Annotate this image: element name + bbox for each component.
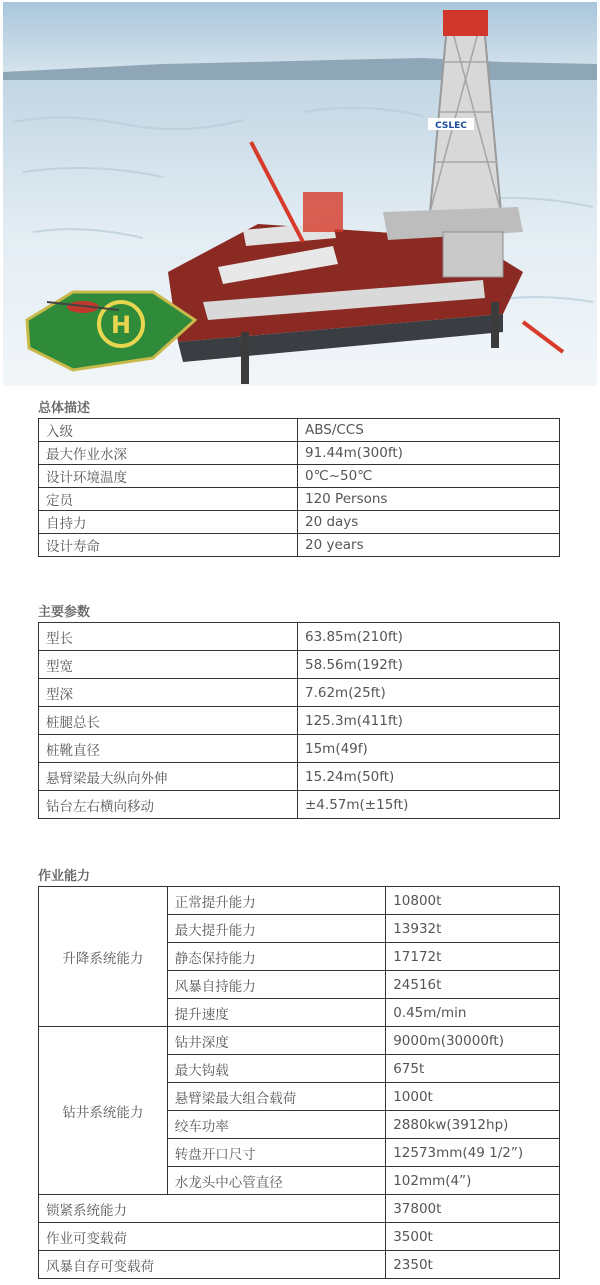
group-label: 钻井系统能力 bbox=[39, 1027, 168, 1195]
row-value: 63.85m(210ft) bbox=[298, 623, 560, 651]
row-label: 转盘开口尺寸 bbox=[167, 1139, 385, 1167]
row-label: 最大钩载 bbox=[167, 1055, 385, 1083]
group-label: 升降系统能力 bbox=[39, 887, 168, 1027]
row-value: 9000m(30000ft) bbox=[386, 1027, 560, 1055]
table-row bbox=[39, 465, 560, 488]
row-value: 15m(49f) bbox=[298, 735, 560, 763]
row-label: 型宽 bbox=[39, 651, 298, 679]
table-row bbox=[39, 1027, 560, 1055]
section-title-capability: 作业能力 bbox=[38, 869, 91, 884]
derrick-label: CSLEC bbox=[435, 121, 467, 131]
row-label: 悬臂梁最大纵向外伸 bbox=[39, 763, 298, 791]
row-label: 最大提升能力 bbox=[167, 915, 385, 943]
row-value: 20 years bbox=[298, 534, 560, 557]
row-value: 2880kw(3912hp) bbox=[386, 1111, 560, 1139]
row-label: 设计寿命 bbox=[39, 534, 298, 557]
row-label: 型长 bbox=[39, 623, 298, 651]
row-value: 102mm(4”) bbox=[386, 1167, 560, 1195]
row-label: 桩腿总长 bbox=[39, 707, 298, 735]
helideck-letter: H bbox=[110, 311, 132, 339]
row-value: 17172t bbox=[386, 943, 560, 971]
row-label: 入级 bbox=[39, 419, 298, 442]
section-title-general: 总体描述 bbox=[38, 401, 91, 416]
row-label: 钻台左右横向移动 bbox=[39, 791, 298, 819]
row-label: 设计环境温度 bbox=[39, 465, 298, 488]
row-value: 20 days bbox=[298, 511, 560, 534]
row-value: 7.62m(25ft) bbox=[298, 679, 560, 707]
row-value: 1000t bbox=[386, 1083, 560, 1111]
row-label: 提升速度 bbox=[167, 999, 385, 1027]
row-label: 正常提升能力 bbox=[167, 887, 385, 915]
row-value: 125.3m(411ft) bbox=[298, 707, 560, 735]
table-row bbox=[39, 511, 560, 534]
row-value: 3500t bbox=[386, 1223, 560, 1251]
capability-table bbox=[38, 886, 560, 1279]
row-label: 风暴自持能力 bbox=[167, 971, 385, 999]
row-label: 定员 bbox=[39, 488, 298, 511]
row-label: 静态保持能力 bbox=[167, 943, 385, 971]
row-value: 58.56m(192ft) bbox=[298, 651, 560, 679]
row-value: ABS/CCS bbox=[298, 419, 560, 442]
row-value: 675t bbox=[386, 1055, 560, 1083]
row-label: 桩靴直径 bbox=[39, 735, 298, 763]
row-value: 15.24m(50ft) bbox=[298, 763, 560, 791]
table-row bbox=[39, 887, 560, 915]
table-row bbox=[39, 1251, 560, 1279]
row-value: 0℃~50℃ bbox=[298, 465, 560, 488]
general-spec-table bbox=[38, 418, 560, 557]
row-label: 锁紧系统能力 bbox=[39, 1195, 386, 1223]
table-row bbox=[39, 763, 560, 791]
row-value: 91.44m(300ft) bbox=[298, 442, 560, 465]
row-value: ±4.57m(±15ft) bbox=[298, 791, 560, 819]
table-row bbox=[39, 534, 560, 557]
row-label: 型深 bbox=[39, 679, 298, 707]
row-value: 0.45m/min bbox=[386, 999, 560, 1027]
row-value: 12573mm(49 1/2”) bbox=[386, 1139, 560, 1167]
row-value: 120 Persons bbox=[298, 488, 560, 511]
row-label: 自持力 bbox=[39, 511, 298, 534]
table-row bbox=[39, 651, 560, 679]
table-row bbox=[39, 679, 560, 707]
row-value: 10800t bbox=[386, 887, 560, 915]
table-row bbox=[39, 442, 560, 465]
row-value: 37800t bbox=[386, 1195, 560, 1223]
row-value: 13932t bbox=[386, 915, 560, 943]
row-label: 作业可变载荷 bbox=[39, 1223, 386, 1251]
table-row bbox=[39, 419, 560, 442]
row-label: 风暴自存可变载荷 bbox=[39, 1251, 386, 1279]
section-title-main-params: 主要参数 bbox=[38, 605, 91, 620]
table-row bbox=[39, 707, 560, 735]
row-value: 24516t bbox=[386, 971, 560, 999]
row-value: 2350t bbox=[386, 1251, 560, 1279]
table-row bbox=[39, 488, 560, 511]
table-row bbox=[39, 1223, 560, 1251]
table-row bbox=[39, 623, 560, 651]
row-label: 悬臂梁最大组合载荷 bbox=[167, 1083, 385, 1111]
table-row bbox=[39, 1195, 560, 1223]
platform-illustration bbox=[3, 2, 597, 386]
row-label: 钻井深度 bbox=[167, 1027, 385, 1055]
table-row bbox=[39, 791, 560, 819]
row-label: 绞车功率 bbox=[167, 1111, 385, 1139]
table-row bbox=[39, 735, 560, 763]
row-label: 水龙头中心管直径 bbox=[167, 1167, 385, 1195]
main-params-table bbox=[38, 622, 560, 819]
row-label: 最大作业水深 bbox=[39, 442, 298, 465]
